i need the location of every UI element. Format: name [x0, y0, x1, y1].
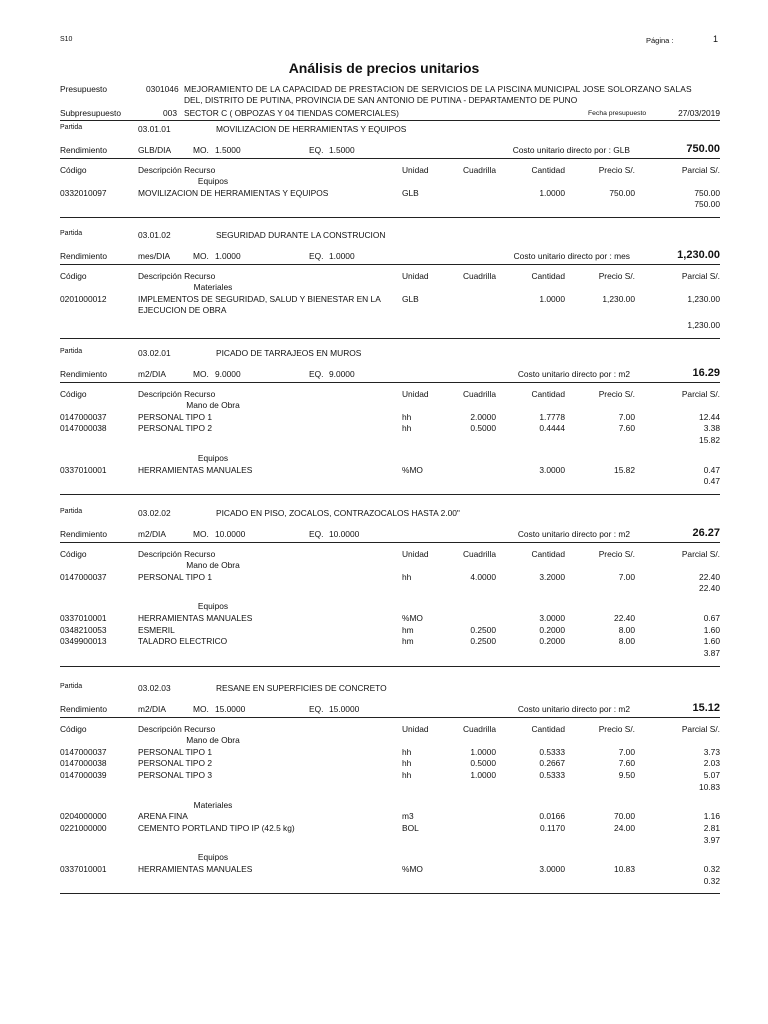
resource-unit: %MO — [402, 864, 423, 874]
resource-precio: 9.50 — [618, 770, 635, 781]
resource-code: 0147000037 — [60, 571, 107, 582]
mo-label: MO. — [193, 145, 209, 155]
presupuesto-code: 0301046 — [146, 84, 179, 94]
resource-precio: 7.00 — [618, 571, 635, 582]
mo-value: 1.0000 — [215, 251, 241, 261]
mo-label: MO. — [193, 704, 209, 714]
col-parcial: Parcial S/. — [681, 549, 720, 559]
page-title: Análisis de precios unitarios — [288, 60, 480, 76]
resource-cantidad: 1.0000 — [539, 187, 565, 198]
col-codigo: Código — [60, 271, 87, 281]
resource-code: 0349900013 — [60, 636, 107, 647]
subpresupuesto-label: Subpresupuesto — [60, 108, 121, 118]
group-name: Mano de Obra — [186, 560, 240, 570]
partida-code: 03.02.02 — [138, 508, 171, 518]
col-codigo: Código — [60, 165, 87, 175]
costo-unitario-label: Costo unitario directo por : GLB — [512, 145, 630, 155]
partida-name: RESANE EN SUPERFICIES DE CONCRETO — [216, 683, 387, 693]
partida-code: 03.02.01 — [138, 348, 171, 358]
col-precio: Precio S/. — [598, 165, 635, 175]
resource-parcial: 2.03 — [703, 758, 720, 769]
costo-unitario-label: Costo unitario directo por : mes — [513, 251, 630, 261]
eq-label: EQ. — [309, 704, 324, 714]
col-codigo: Código — [60, 389, 87, 399]
eq-label: EQ. — [309, 145, 324, 155]
col-descripcion: Descripción Recurso — [138, 389, 216, 399]
resource-precio: 10.83 — [614, 864, 635, 874]
eq-value: 15.0000 — [329, 704, 360, 714]
mo-value: 1.5000 — [215, 145, 241, 155]
resource-cantidad: 0.4444 — [539, 423, 565, 434]
mo-value: 9.0000 — [215, 369, 241, 379]
resource-cantidad: 0.2667 — [539, 758, 565, 769]
col-parcial: Parcial S/. — [681, 165, 720, 175]
resource-description: TALADRO ELECTRICO — [138, 636, 228, 647]
col-descripcion: Descripción Recurso — [138, 271, 216, 281]
rendimiento-divider — [60, 382, 720, 383]
partida-label: Partida — [60, 124, 83, 131]
costo-unitario-label: Costo unitario directo por : m2 — [517, 529, 630, 539]
resource-code: 0332010097 — [60, 187, 107, 198]
rendimiento-unit: m2/DIA — [138, 704, 166, 714]
resource-description: PERSONAL TIPO 2 — [138, 758, 213, 769]
col-cantidad: Cantidad — [531, 389, 565, 399]
col-parcial: Parcial S/. — [681, 724, 720, 734]
costo-unitario-label: Costo unitario directo por : m2 — [517, 704, 630, 714]
resource-unit: hh — [402, 571, 412, 582]
resource-unit: hh — [402, 758, 412, 769]
resource-precio: 70.00 — [614, 811, 635, 822]
resource-parcial: 2.81 — [703, 822, 720, 833]
resource-parcial: 0.32 — [703, 864, 720, 874]
group-subtotal: 3.87 — [703, 647, 720, 658]
col-parcial: Parcial S/. — [681, 389, 720, 399]
mo-label: MO. — [193, 251, 209, 261]
resource-description: PERSONAL TIPO 1 — [138, 571, 213, 582]
col-precio: Precio S/. — [598, 549, 635, 559]
resource-description: HERRAMIENTAS MANUALES — [138, 864, 253, 874]
resource-cuadrilla: 2.0000 — [470, 411, 496, 422]
resource-parcial: 3.73 — [703, 746, 720, 757]
col-codigo: Código — [60, 549, 87, 559]
col-cuadrilla: Cuadrilla — [462, 549, 496, 559]
rendimiento-divider — [60, 158, 720, 159]
resource-code: 0337010001 — [60, 612, 107, 623]
resource-cantidad: 3.2000 — [539, 571, 565, 582]
group-name: Mano de Obra — [186, 400, 240, 410]
costo-unitario-label: Costo unitario directo por : m2 — [517, 369, 630, 379]
resource-unit: hh — [402, 423, 412, 434]
group-subtotal: 10.83 — [699, 781, 720, 792]
partida-label: Partida — [60, 683, 83, 690]
resource-cuadrilla: 0.2500 — [470, 636, 496, 647]
col-cantidad: Cantidad — [531, 724, 565, 734]
resource-cuadrilla: 0.5000 — [470, 758, 496, 769]
resource-cuadrilla: 0.5000 — [470, 423, 496, 434]
resource-cantidad: 1.7778 — [539, 411, 565, 422]
resource-cuadrilla: 0.2500 — [470, 624, 496, 635]
col-codigo: Código — [60, 724, 87, 734]
col-unidad: Unidad — [402, 724, 429, 734]
resource-precio: 7.00 — [618, 746, 635, 757]
partida-label: Partida — [60, 348, 83, 355]
col-precio: Precio S/. — [598, 724, 635, 734]
resource-code: 0221000000 — [60, 822, 107, 833]
resource-code: 0147000037 — [60, 746, 107, 757]
group-name: Equipos — [197, 852, 229, 863]
resource-parcial: 1.60 — [703, 636, 720, 647]
resource-description: HERRAMIENTAS MANUALES — [138, 612, 253, 623]
group-name: Equipos — [197, 452, 229, 463]
partida-name: PICADO DE TARRAJEOS EN MUROS — [216, 348, 362, 358]
resource-unit: %MO — [402, 612, 423, 623]
partida-bottom-divider — [60, 494, 720, 495]
group-subtotal: 3.97 — [703, 834, 720, 845]
eq-label: EQ. — [309, 529, 324, 539]
resource-cantidad: 3.0000 — [539, 612, 565, 623]
rendimiento-unit: m2/DIA — [138, 529, 166, 539]
partida-label: Partida — [60, 230, 83, 237]
mo-value: 15.0000 — [215, 704, 246, 714]
resource-precio: 24.00 — [614, 822, 635, 833]
resource-cantidad: 3.0000 — [539, 864, 565, 874]
resource-cuadrilla: 1.0000 — [470, 746, 496, 757]
group-name: Materiales — [193, 282, 233, 292]
subpresupuesto-code: 003 — [163, 108, 177, 118]
rendimiento-label: Rendimiento — [60, 529, 108, 539]
header-divider — [60, 120, 720, 121]
col-cuadrilla: Cuadrilla — [462, 165, 496, 175]
partida-bottom-divider — [60, 666, 720, 667]
resource-unit: %MO — [402, 464, 423, 475]
resource-cuadrilla: 1.0000 — [470, 770, 496, 781]
eq-value: 9.0000 — [329, 369, 355, 379]
resource-unit: hm — [402, 624, 414, 635]
resource-unit: hh — [402, 770, 412, 781]
resource-description: IMPLEMENTOS DE SEGURIDAD, SALUD Y BIENESTAR EN LA — [138, 293, 381, 304]
subpresupuesto-description: SECTOR C ( OBPOZAS Y 04 TIENDAS COMERCIALES) — [184, 108, 399, 118]
rendimiento-unit: m2/DIA — [138, 369, 166, 379]
group-subtotal: 22.40 — [699, 583, 720, 594]
group-name: Equipos — [197, 601, 229, 612]
col-descripcion: Descripción Recurso — [138, 549, 216, 559]
col-descripcion: Descripción Recurso — [138, 724, 216, 734]
col-cantidad: Cantidad — [531, 549, 565, 559]
eq-value: 1.5000 — [329, 145, 355, 155]
resource-precio: 7.00 — [618, 411, 635, 422]
partida-bottom-divider — [60, 217, 720, 218]
eq-label: EQ. — [309, 369, 324, 379]
presupuesto-description-line1: MEJORAMIENTO DE LA CAPACIDAD DE PRESTACION DE SERVICIOS DE LA PISCINA MUNICIPAL JOSE SOLORZANO SALAS — [184, 84, 692, 94]
rendimiento-unit: GLB/DIA — [138, 145, 172, 155]
resource-description: PERSONAL TIPO 1 — [138, 746, 213, 757]
partida-name: PICADO EN PISO, ZOCALOS, CONTRAZOCALOS HASTA 2.00" — [216, 508, 460, 518]
resource-cantidad: 0.2000 — [539, 636, 565, 647]
resource-precio: 750.00 — [609, 187, 635, 198]
col-cantidad: Cantidad — [531, 165, 565, 175]
group-subtotal: 0.32 — [703, 875, 720, 886]
eq-value: 1.0000 — [329, 251, 355, 261]
col-precio: Precio S/. — [598, 271, 635, 281]
resource-code: 0147000039 — [60, 770, 107, 781]
col-precio: Precio S/. — [598, 389, 635, 399]
resource-unit: GLB — [402, 187, 419, 198]
partida-code: 03.01.02 — [138, 230, 171, 240]
resource-precio: 1,230.00 — [602, 293, 635, 304]
page-number: 1 — [713, 34, 719, 44]
partida-name: MOVILIZACION DE HERRAMIENTAS Y EQUIPOS — [216, 124, 407, 134]
col-unidad: Unidad — [402, 271, 429, 281]
mo-label: MO. — [193, 369, 209, 379]
resource-description: MOVILIZACION DE HERRAMIENTAS Y EQUIPOS — [138, 187, 329, 198]
col-descripcion: Descripción Recurso — [138, 165, 216, 175]
resource-description: ESMERIL — [138, 624, 175, 635]
presupuesto-label: Presupuesto — [60, 84, 108, 94]
rendimiento-label: Rendimiento — [60, 704, 108, 714]
resource-code: 0147000038 — [60, 423, 107, 434]
rendimiento-divider — [60, 264, 720, 265]
report-code: S10 — [60, 36, 73, 43]
resource-parcial: 22.40 — [699, 571, 720, 582]
col-cantidad: Cantidad — [531, 271, 565, 281]
col-cuadrilla: Cuadrilla — [462, 271, 496, 281]
resource-description: PERSONAL TIPO 2 — [138, 423, 213, 434]
resource-unit: BOL — [402, 822, 419, 833]
resource-parcial: 750.00 — [694, 187, 720, 198]
resource-code: 0204000000 — [60, 811, 107, 822]
resource-cantidad: 3.0000 — [539, 464, 565, 475]
resource-unit: GLB — [402, 293, 419, 304]
resource-precio: 7.60 — [618, 758, 635, 769]
page-label: Página : — [646, 36, 674, 45]
rendimiento-label: Rendimiento — [60, 369, 108, 379]
resource-cantidad: 0.0166 — [539, 811, 565, 822]
resource-precio: 15.82 — [614, 464, 635, 475]
resource-code: 0337010001 — [60, 864, 107, 874]
fecha-presupuesto-label: Fecha presupuesto — [588, 110, 647, 117]
resource-description: ARENA FINA — [138, 811, 188, 822]
col-cuadrilla: Cuadrilla — [462, 724, 496, 734]
costo-unitario-value: 16.29 — [692, 367, 720, 379]
col-parcial: Parcial S/. — [681, 271, 720, 281]
resource-parcial: 1,230.00 — [687, 293, 720, 304]
resource-unit: hh — [402, 411, 412, 422]
mo-value: 10.0000 — [215, 529, 246, 539]
eq-value: 10.0000 — [329, 529, 360, 539]
resource-precio: 8.00 — [618, 636, 635, 647]
resource-precio: 22.40 — [614, 612, 635, 623]
rendimiento-label: Rendimiento — [60, 145, 108, 155]
partida-code: 03.01.01 — [138, 124, 171, 134]
mo-label: MO. — [193, 529, 209, 539]
resource-description: PERSONAL TIPO 3 — [138, 770, 213, 781]
col-unidad: Unidad — [402, 389, 429, 399]
resource-description: CEMENTO PORTLAND TIPO IP (42.5 kg) — [138, 822, 295, 833]
rendimiento-unit: mes/DIA — [138, 251, 171, 261]
resource-code: 0147000037 — [60, 411, 107, 422]
resource-code: 0201000012 — [60, 293, 107, 304]
resource-unit: m3 — [402, 811, 414, 822]
resource-parcial: 1.16 — [703, 811, 720, 822]
costo-unitario-value: 1,230.00 — [677, 249, 720, 261]
col-unidad: Unidad — [402, 165, 429, 175]
rendimiento-divider — [60, 542, 720, 543]
rendimiento-label: Rendimiento — [60, 251, 108, 261]
resource-code: 0348210053 — [60, 624, 107, 635]
partida-label: Partida — [60, 508, 83, 515]
resource-parcial: 12.44 — [699, 411, 720, 422]
resource-description: PERSONAL TIPO 1 — [138, 411, 213, 422]
costo-unitario-value: 750.00 — [686, 143, 720, 155]
resource-cantidad: 0.1170 — [540, 822, 565, 833]
resource-parcial: 0.47 — [703, 464, 720, 475]
resource-code: 0147000038 — [60, 758, 107, 769]
resource-cuadrilla: 4.0000 — [470, 571, 496, 582]
resource-cantidad: 0.5333 — [539, 746, 565, 757]
partida-code: 03.02.03 — [138, 683, 171, 693]
costo-unitario-value: 15.12 — [692, 702, 720, 714]
partida-bottom-divider — [60, 893, 720, 894]
partida-name: SEGURIDAD DURANTE LA CONSTRUCION — [216, 230, 386, 240]
resource-cantidad: 0.2000 — [539, 624, 565, 635]
group-subtotal: 15.82 — [699, 435, 720, 446]
resource-parcial: 3.38 — [703, 423, 720, 434]
col-cuadrilla: Cuadrilla — [462, 389, 496, 399]
fecha-presupuesto-value: 27/03/2019 — [678, 108, 720, 118]
resource-parcial: 1.60 — [703, 624, 720, 635]
resource-description-cont: EJECUCION DE OBRA — [138, 305, 227, 316]
resource-parcial: 5.07 — [703, 770, 720, 781]
group-subtotal: 1,230.00 — [687, 320, 720, 331]
group-subtotal: 750.00 — [694, 199, 720, 210]
resource-unit: hh — [402, 746, 412, 757]
eq-label: EQ. — [309, 251, 324, 261]
resource-cantidad: 1.0000 — [539, 293, 565, 304]
group-name: Mano de Obra — [186, 735, 240, 745]
resource-precio: 8.00 — [618, 624, 635, 635]
resource-description: HERRAMIENTAS MANUALES — [138, 464, 253, 475]
resource-unit: hm — [402, 636, 414, 647]
presupuesto-description-line2: DEL, DISTRITO DE PUTINA, PROVINCIA DE SAN ANTONIO DE PUTINA - DEPARTAMENTO DE PUNO — [184, 95, 578, 105]
col-unidad: Unidad — [402, 549, 429, 559]
rendimiento-divider — [60, 717, 720, 718]
costo-unitario-value: 26.27 — [692, 527, 720, 539]
group-subtotal: 0.47 — [703, 476, 720, 487]
resource-code: 0337010001 — [60, 464, 107, 475]
partida-bottom-divider — [60, 338, 720, 339]
resource-cantidad: 0.5333 — [539, 770, 565, 781]
group-name: Materiales — [193, 799, 233, 810]
group-name: Equipos — [197, 176, 229, 186]
resource-parcial: 0.67 — [703, 612, 720, 623]
resource-precio: 7.60 — [618, 423, 635, 434]
